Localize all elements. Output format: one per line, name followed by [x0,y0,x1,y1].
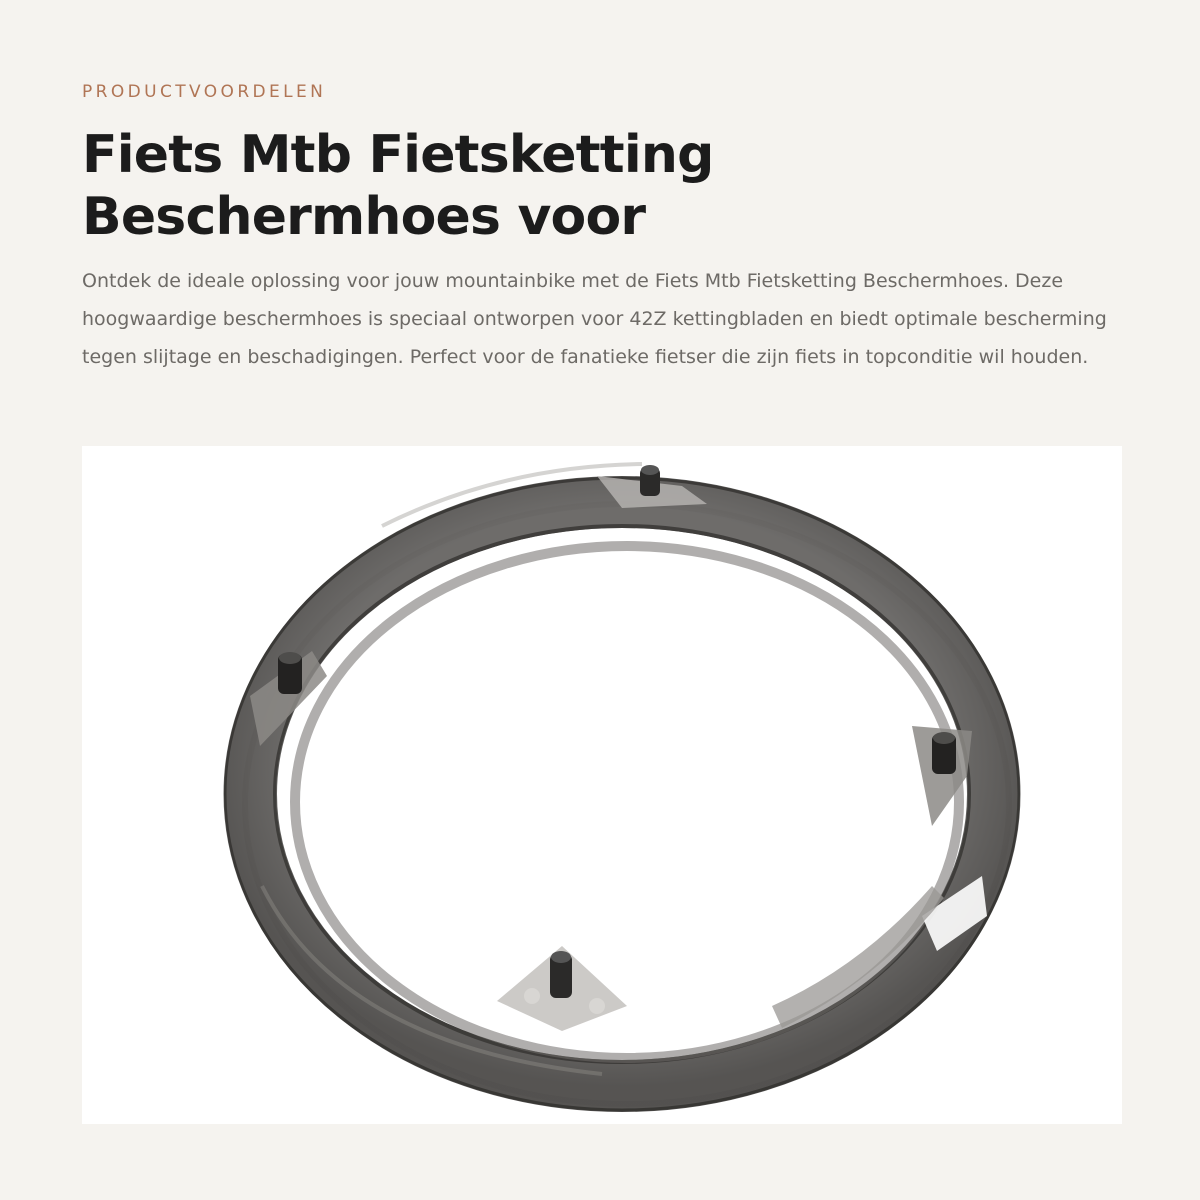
guard-inner-lip [295,546,959,1058]
product-title-line-2: Beschermhoes voor [82,187,646,247]
section-eyebrow: PRODUCTVOORDELEN [82,82,327,102]
chain-guard-illustration [82,446,1122,1124]
guard-gap [762,1088,842,1124]
guard-outer-ring [225,478,1019,1110]
mount-tab-bottom [497,946,627,1031]
product-title-line-1: Fiets Mtb Fietsketting [82,125,714,185]
product-benefits-section [82,0,1122,1200]
product-title [82,124,1122,248]
product-description: Ontdek de ideale oplossing voor jouw mountainbike met de Fiets Mtb Fietsketting Beschermhoes. Deze hoogwaardige beschermhoes is speciaal ontworpen voor 42Z kettingbladen en biedt optimale bescherming tegen slijtage en beschadigingen. Perfect voor de fanatieke fietser die zijn fiets in topconditie wil houden. [82,270,1107,368]
product-photo [82,446,1122,1124]
